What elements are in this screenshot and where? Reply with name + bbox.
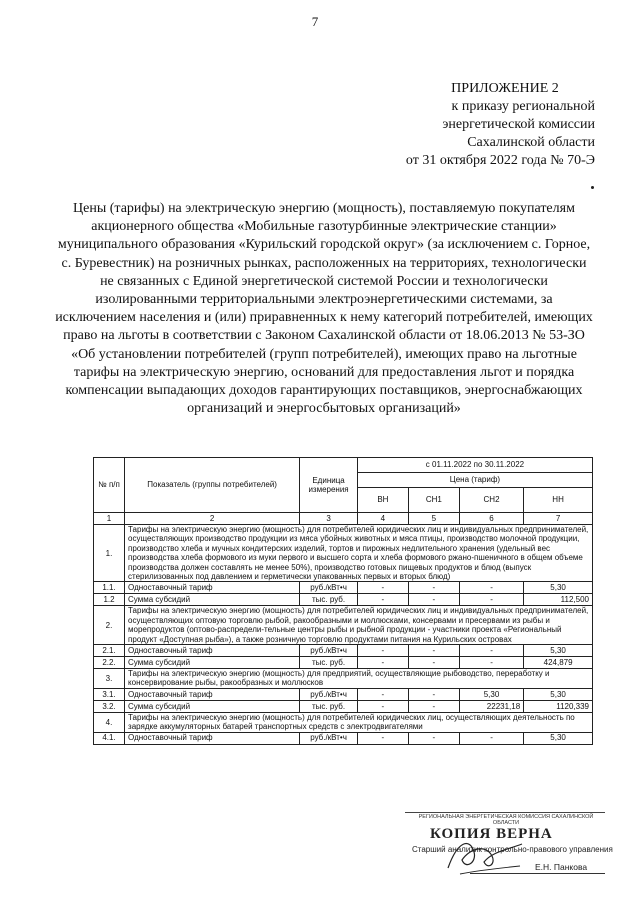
row-num: 3.2. [94, 700, 125, 712]
cell-sn1: - [408, 732, 459, 744]
cell-nn: 112,500 [524, 594, 593, 606]
cell-sn1: - [408, 594, 459, 606]
cell-sn2: 22231,18 [459, 700, 523, 712]
table-row [94, 582, 593, 594]
cell-sn1: - [408, 645, 459, 657]
col-number: 1 [94, 513, 125, 525]
row-num: 4.1. [94, 732, 125, 744]
stamp-copy-verified: КОПИЯ ВЕРНА [430, 826, 553, 842]
tariff-table [93, 457, 593, 745]
table-row [94, 645, 593, 657]
row-num: 1.2 [94, 594, 125, 606]
table-row [94, 732, 593, 744]
col-number: 2 [125, 513, 300, 525]
col-number: 4 [357, 513, 408, 525]
table-row [94, 669, 593, 689]
col-number: 3 [300, 513, 358, 525]
appendix-title: ПРИЛОЖЕНИЕ 2 [451, 81, 559, 96]
cell-vn: - [357, 594, 408, 606]
row-num: 2.2. [94, 657, 125, 669]
header-indicator: Показатель (группы потребителей) [125, 458, 300, 513]
header-nn: НН [524, 488, 593, 513]
header-vn: ВН [357, 488, 408, 513]
stamp-header: РЕГИОНАЛЬНАЯ ЭНЕРГЕТИЧЕСКАЯ КОМИССИЯ САХАЛИНСКОЙ ОБЛАСТИ [418, 814, 594, 826]
cell-vn: - [357, 657, 408, 669]
header-period: с 01.11.2022 по 30.11.2022 [357, 458, 592, 473]
row-name: Сумма субсидий [125, 700, 300, 712]
cell-nn: 5,30 [524, 688, 593, 700]
signature-line [470, 873, 605, 874]
row-name: Сумма субсидий [125, 657, 300, 669]
table-row [94, 700, 593, 712]
row-num: 1. [94, 525, 125, 582]
cell-sn2: - [459, 594, 523, 606]
row-num: 2.1. [94, 645, 125, 657]
stamp-role: Старший аналитик контрольно-правового управления [412, 845, 613, 854]
cell-vn: - [357, 645, 408, 657]
header-price: Цена (тариф) [357, 473, 592, 488]
cell-sn2: 5,30 [459, 688, 523, 700]
cell-nn: 5,30 [524, 645, 593, 657]
row-unit: руб./кВт•ч [300, 688, 358, 700]
appendix-line-3: Сахалинской области [467, 135, 595, 150]
table-row [94, 594, 593, 606]
stamp-signer-name: Е.Н. Панкова [535, 862, 588, 872]
row-unit: тыс. руб. [300, 700, 358, 712]
row-num: 4. [94, 712, 125, 732]
table-row [94, 712, 593, 732]
col-number: 6 [459, 513, 523, 525]
row-unit: руб./кВт•ч [300, 732, 358, 744]
row-unit: тыс. руб. [300, 657, 358, 669]
row-num: 3.1. [94, 688, 125, 700]
row-name: Одноставочный тариф [125, 582, 300, 594]
cell-nn: 1120,339 [524, 700, 593, 712]
table-row [94, 657, 593, 669]
cell-vn: - [357, 732, 408, 744]
row-unit: тыс. руб. [300, 594, 358, 606]
col-number: 5 [408, 513, 459, 525]
cell-sn1: - [408, 700, 459, 712]
appendix-block [355, 80, 595, 170]
document-heading: Цены (тарифы) на электрическую энергию (мощность), поставляемую покупателям акционерного общества «Мобильные газотурбинные электрические станции» муниципального образования «Курильский городской округ» (за исключением с. Горное, с. Буревестник) на розничных рынках, расположенных на территориях, технологически не связанных с Единой энергетической системой России и технологически изолированными территориальными электроэнергетическими системами, за исключением населения и (или) приравненных к нему категорий потребителей, имеющих право на льготы в соответствии с Законом Сахалинской области от 18.06.2013 № 53-ЗО «Об установлении потребителей (групп потребителей), имеющих право на льготные тарифы на электрическую энергию, оснований для предоставления льгот и порядка компенсации выпадающих доходов гарантирующих поставщиков, энергоснабжающих организаций и энергосбытовых организаций» [55, 201, 593, 417]
group-description: Тарифы на электрическую энергию (мощность) для потребителей юридических лиц и индивидуальных предпринимателей, осуществляющих производство продукции из мяса убойных животных и мяса птицы, производство молочной продукции, производство хлеба и мучных кондитерских изделий, тортов и пирожных недлительного хранения (удельный вес производства хлеба формового из муки первого и высшего сорта и хлеба формового ржано-пшеничного в общем объеме производства должен составлять не менее 50%), производство готовых пищевых продуктов и блюд (выпуск стерилизованных под давлением и герметически упакованных первых и вторых блюд) [125, 525, 593, 582]
appendix-line-2: энергетической комиссии [442, 117, 595, 132]
group-description: Тарифы на электрическую энергию (мощность) для потребителей юридических лиц, осуществляющих деятельность по зарядке аккумуляторных батарей транспортных средств с электродвигателями [125, 712, 593, 732]
appendix-line-4: от 31 октября 2022 года № 70-Э [405, 153, 595, 168]
cell-vn: - [357, 582, 408, 594]
cell-sn1: - [408, 688, 459, 700]
cell-sn1: - [408, 582, 459, 594]
group-description: Тарифы на электрическую энергию (мощность) для потребителей юридических лиц и индивидуальных предпринимателей, осуществляющих оптовую торговлю рыбой, ракообразными и моллюсками, консервами и пресервами из рыбы и морепродуктов (оптово-распредели-тельные центры рыбы и рыбной продукции - участники проекта «Региональный продукт «Доступная рыба»), а также розничную торговлю продуктами питания на Курильских островах [125, 606, 593, 645]
cell-nn: 5,30 [524, 582, 593, 594]
row-unit: руб./кВт•ч [300, 645, 358, 657]
header-sn1: СН1 [408, 488, 459, 513]
header-unit: Единица измерения [300, 458, 358, 513]
cell-sn1: - [408, 657, 459, 669]
col-number: 7 [524, 513, 593, 525]
table-row [94, 606, 593, 645]
row-num: 2. [94, 606, 125, 645]
row-name: Одноставочный тариф [125, 645, 300, 657]
row-num: 3. [94, 669, 125, 689]
row-name: Сумма субсидий [125, 594, 300, 606]
row-unit: руб./кВт•ч [300, 582, 358, 594]
row-name: Одноставочный тариф [125, 732, 300, 744]
table-row [94, 688, 593, 700]
group-description: Тарифы на электрическую энергию (мощность) для предприятий, осуществляющие рыбоводство, переработку и консервирование рыбы, ракообразных и моллюсков [125, 669, 593, 689]
cell-sn2: - [459, 657, 523, 669]
header-num: № п/п [94, 458, 125, 513]
cell-vn: - [357, 700, 408, 712]
cell-sn2: - [459, 582, 523, 594]
appendix-line-1: к приказу региональной [451, 99, 595, 114]
cell-sn2: - [459, 645, 523, 657]
page-number: 7 [311, 14, 319, 29]
table-row [94, 525, 593, 582]
speck-mark [591, 186, 594, 189]
row-name: Одноставочный тариф [125, 688, 300, 700]
stamp-top-line [405, 812, 605, 813]
cell-vn: - [357, 688, 408, 700]
cell-sn2: - [459, 732, 523, 744]
cell-nn: 424,879 [524, 657, 593, 669]
cell-nn: 5,30 [524, 732, 593, 744]
row-num: 1.1. [94, 582, 125, 594]
header-sn2: СН2 [459, 488, 523, 513]
